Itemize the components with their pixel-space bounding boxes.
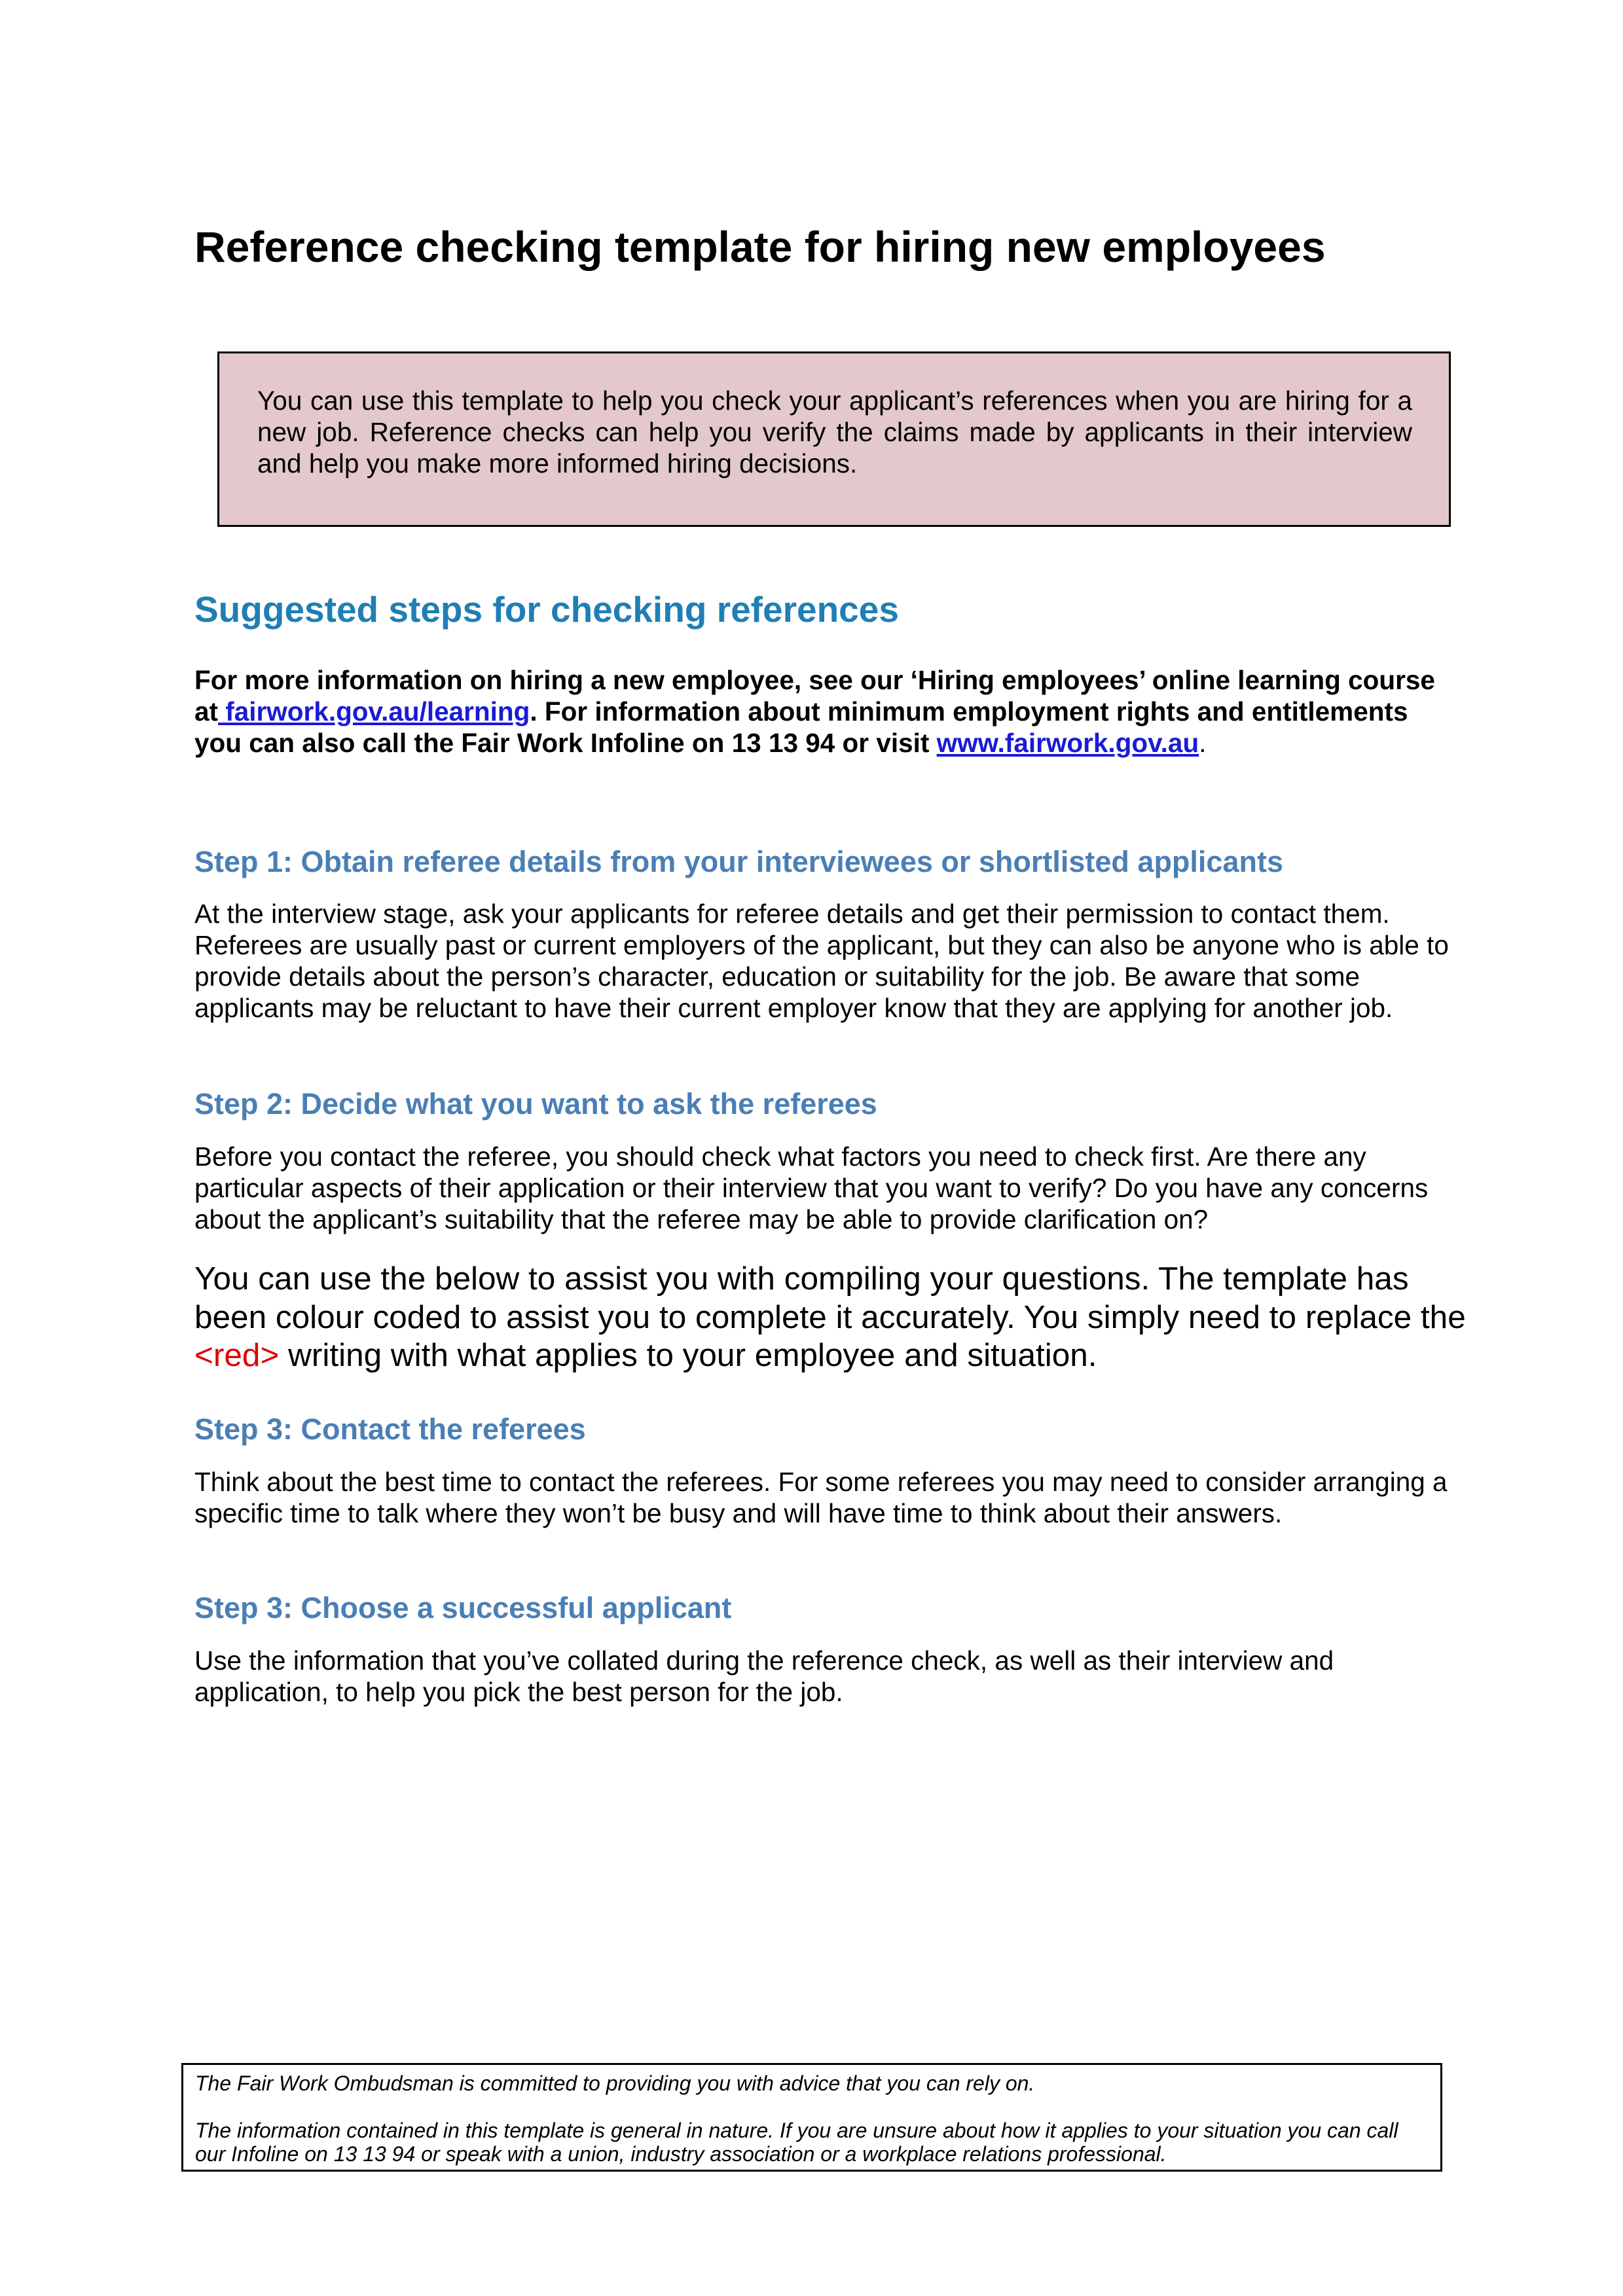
red-placeholder-text: <red> [194, 1337, 280, 1373]
template-note [194, 1260, 1471, 1375]
intro-text: You can use this template to help you check your applicant’s references when you are hiring for a new job. Reference checks can help you verify the claims made by applicants in their interview and help you make more informed hiring decisions. [257, 386, 1412, 478]
info-paragraph [194, 664, 1438, 759]
fairwork-learning-link[interactable]: fairwork.gov.au/learning [218, 696, 530, 726]
intro-box [217, 351, 1451, 527]
document-title: Reference checking template for hiring new employees [194, 223, 1326, 271]
step-1-heading: Step 1: Obtain referee details from your interviewees or shortlisted applicants [194, 845, 1283, 878]
step-3-body: Think about the best time to contact the referees. For some referees you may need to consider arranging a specific time to talk where they won’t be busy and will have time to think about their answers. [194, 1467, 1448, 1528]
step-2-heading: Step 2: Decide what you want to ask the referees [194, 1087, 877, 1121]
section-heading: Suggested steps for checking references [194, 589, 899, 630]
footer-line-1: The Fair Work Ombudsman is committed to providing you with advice that you can rely on. [195, 2072, 1035, 2095]
footer-line-2: The information contained in this template is general in nature. If you are unsure about how it applies to your situation you can call our Infoline on 13 13 94 or speak with a union, industry association or a workplace relations professional. [195, 2119, 1398, 2166]
step-3-heading: Step 3: Contact the referees [194, 1412, 586, 1446]
template-note-part1: You can use the below to assist you with compiling your questions. The template has been colour coded to assist you to complete it accurately. You simply need to replace the [194, 1261, 1466, 1335]
fairwork-website-link[interactable]: www.fairwork.gov.au [936, 728, 1199, 758]
step-4-heading: Step 3: Choose a successful applicant [194, 1591, 732, 1624]
step-2-body: Before you contact the referee, you should check what factors you need to check first. Are there any particular aspects of their application or their interview that you want to verify? Do you have any concerns about the applicant’s suitability that the referee may be able to provide clarification on? [194, 1141, 1429, 1234]
step-4-body: Use the information that you’ve collated during the reference check, as well as their interview and application, to help you pick the best person for the job. [194, 1645, 1334, 1707]
template-note-part2: writing with what applies to your employee and situation. [279, 1337, 1097, 1373]
info-text-part3: . [1199, 728, 1207, 758]
step-1-body: At the interview stage, ask your applicants for referee details and get their permission to contact them. Referees are usually past or current employers of the applicant, but they can also be anyone who is able to provide details about the person’s character, education or suitability for the job. Be aware that some applicants may be reluctant to have their current employer know that they are applying for another job. [194, 899, 1449, 1023]
footer-disclaimer-box [181, 2063, 1442, 2172]
info-text-part2: . For information about minimum employment rights and entitlements you can also call the Fair Work Infoline on 13 13 94 or visit [194, 696, 1408, 758]
info-text-part1: For more information on hiring a new employee, see our ‘Hiring employees’ online learning course at [194, 665, 1435, 726]
